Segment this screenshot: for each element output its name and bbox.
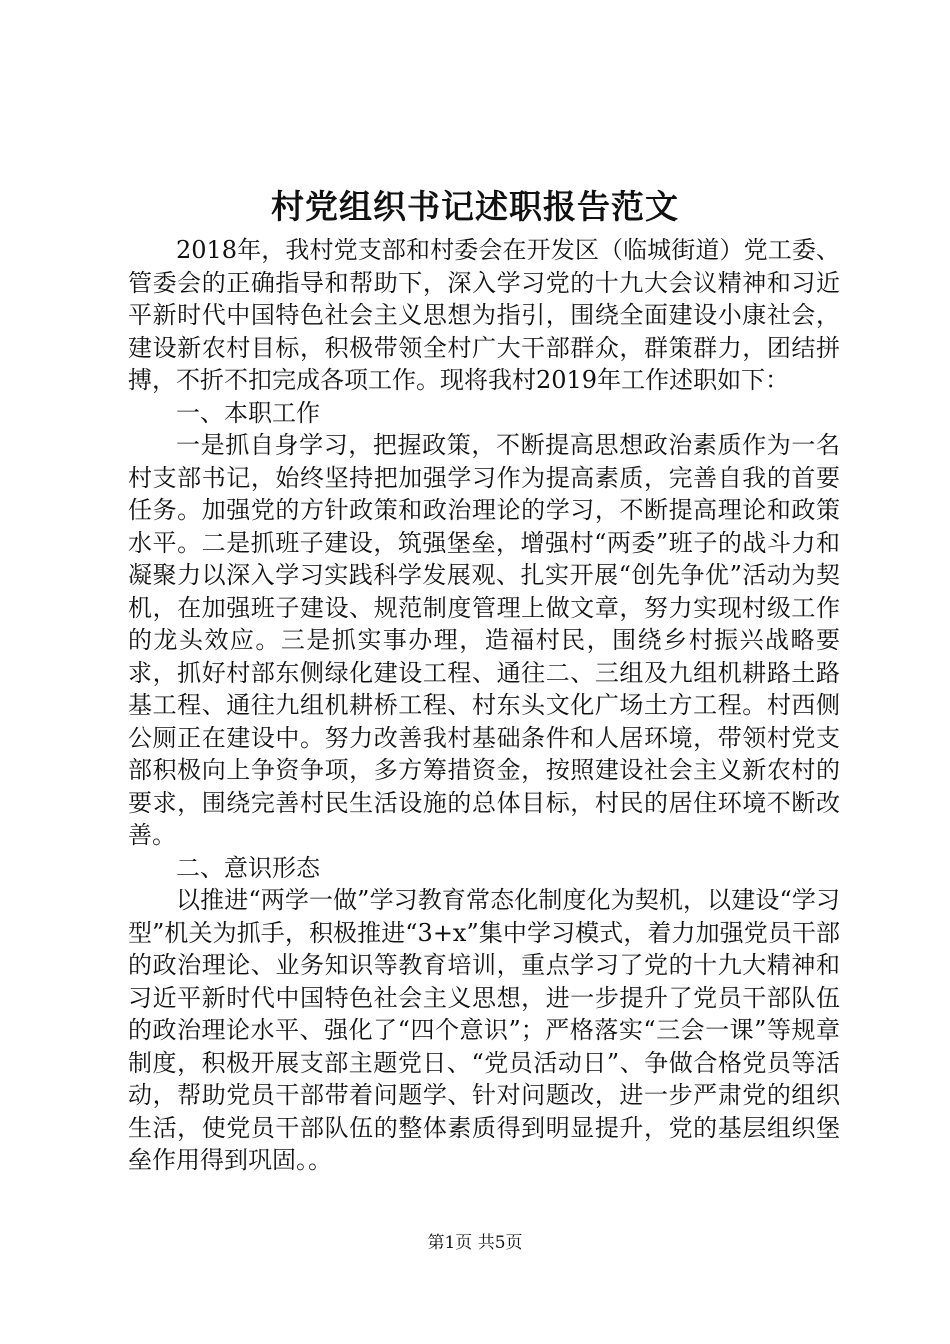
section-body-duties: 一是抓自身学习，把握政策，不断提高思想政治素质作为一名村支部书记，始终坚持把加强学习作为提高素质，完善自我的首要任务。加强党的方针政策和政治理论的学习，不断提高理论和政策水平。二是抓班子建设，筑强堡垒，增强村“两委”班子的战斗力和凝聚力以深入学习实践科学发展观、扎实开展“创先争优”活动为契机，在加强班子建设、规范制度管理上做文章，努力实现村级工作的龙头效应。三是抓实事办理，造福村民，围绕乡村振兴战略要求，抓好村部东侧绿化建设工程、通往二、三组及九组机耕路土路基工程、通往九组机耕桥工程、村东头文化广场土方工程。村西侧公厕正在建设中。努力改善我村基础条件和人居环境，带领村党支部积极向上争资争项，多方筹措资金，按照建设社会主义新农村的要求，围绕完善村民生活设施的总体目标，村民的居住环境不断改善。	[128, 431, 840, 849]
page-number-footer: 第1页 共5页	[427, 1233, 523, 1253]
intro-paragraph: 2018年，我村党支部和村委会在开发区（临城街道）党工委、管委会的正确指导和帮助下，深入学习党的十九大会议精神和习近平新时代中国特色社会主义思想为指引，围绕全面建设小康社会，建设新农村目标，积极带领全村广大干部群众，群策群力，团结拼搏，不折不扣完成各项工作。现将我村2019年工作述职如下：	[128, 236, 840, 394]
document-title: 村党组织书记述职报告范文	[271, 187, 679, 226]
section-body-ideology: 以推进“两学一做”学习教育常态化制度化为契机，以建设“学习型”机关为抓手，积极推进“3+x”集中学习模式，着力加强党员干部的政治理论、业务知识等教育培训，重点学习了党的十九大精神和习近平新时代中国特色社会主义思想，进一步提升了党员干部队伍的政治理论水平、强化了“四个意识”；严格落实“三会一课”等规章制度，积极开展支部主题党日、“党员活动日”、争做合格党员等活动，帮助党员干部带着问题学、针对问题改，进一步严肃党的组织生活，使党员干部队伍的整体素质得到明显提升，党的基层组织堡垒作用得到巩固。。	[128, 886, 840, 1174]
section-heading-duties: 一、本职工作	[176, 398, 320, 427]
section-heading-ideology: 二、意识形态	[176, 853, 320, 882]
document-body	[128, 234, 840, 1177]
